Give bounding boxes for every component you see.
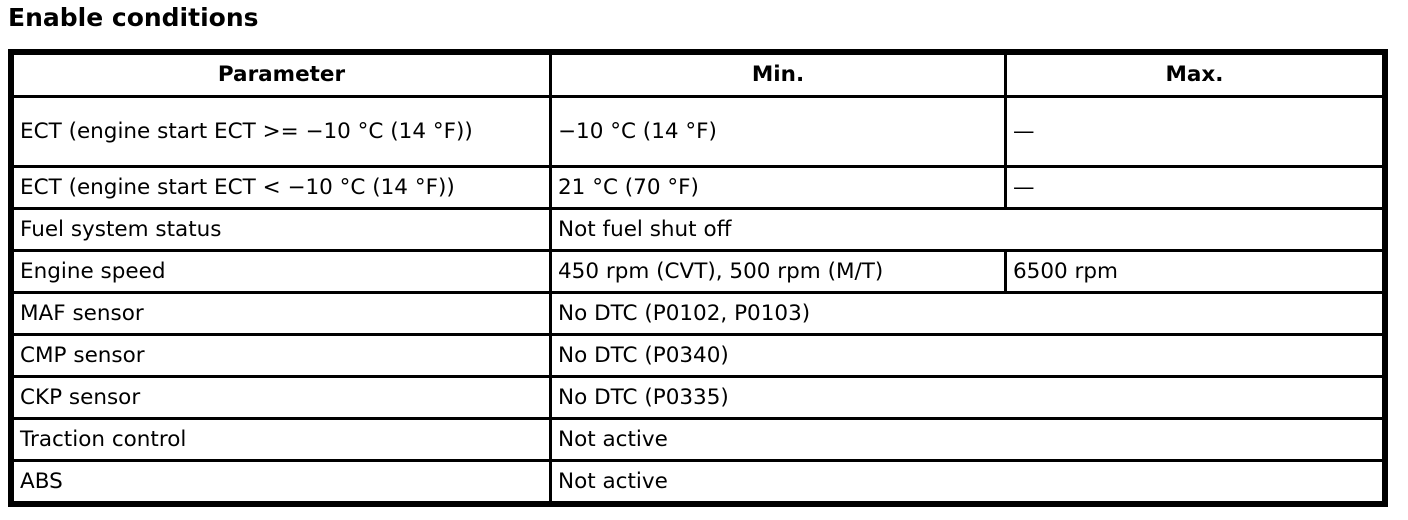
cell-parameter: ECT (engine start ECT < −10 °C (14 °F)) — [14, 168, 549, 207]
conditions-table — [11, 52, 1385, 504]
cell-parameter: ECT (engine start ECT >= −10 °C (14 °F)) — [14, 98, 549, 165]
cell-min: 450 rpm (CVT), 500 rpm (M/T) — [552, 252, 1004, 291]
cell-parameter: Engine speed — [14, 252, 549, 291]
section-title: Enable conditions — [8, 3, 259, 32]
cell-value: Not fuel shut off — [552, 210, 1382, 249]
table-row — [14, 252, 1382, 291]
cell-value: Not active — [552, 420, 1382, 459]
table-row — [14, 168, 1382, 207]
table-header-row — [14, 55, 1382, 95]
table-row — [14, 210, 1382, 249]
cell-parameter: CMP sensor — [14, 336, 549, 375]
cell-max: — — [1007, 168, 1382, 207]
table-row — [14, 98, 1382, 165]
header-max: Max. — [1007, 55, 1382, 95]
cell-parameter: Fuel system status — [14, 210, 549, 249]
cell-parameter: Traction control — [14, 420, 549, 459]
cell-value: No DTC (P0340) — [552, 336, 1382, 375]
cell-parameter: CKP sensor — [14, 378, 549, 417]
table-row — [14, 336, 1382, 375]
table-row — [14, 462, 1382, 501]
cell-value: No DTC (P0335) — [552, 378, 1382, 417]
cell-min: −10 °C (14 °F) — [552, 98, 1004, 165]
cell-parameter: MAF sensor — [14, 294, 549, 333]
cell-max: — — [1007, 98, 1382, 165]
cell-min: 21 °C (70 °F) — [552, 168, 1004, 207]
table-row — [14, 294, 1382, 333]
table-row — [14, 420, 1382, 459]
cell-value: No DTC (P0102, P0103) — [552, 294, 1382, 333]
cell-parameter: ABS — [14, 462, 549, 501]
enable-conditions-table — [8, 49, 1388, 507]
header-parameter: Parameter — [14, 55, 549, 95]
table-row — [14, 378, 1382, 417]
cell-value: Not active — [552, 462, 1382, 501]
cell-max: 6500 rpm — [1007, 252, 1382, 291]
header-min: Min. — [552, 55, 1004, 95]
